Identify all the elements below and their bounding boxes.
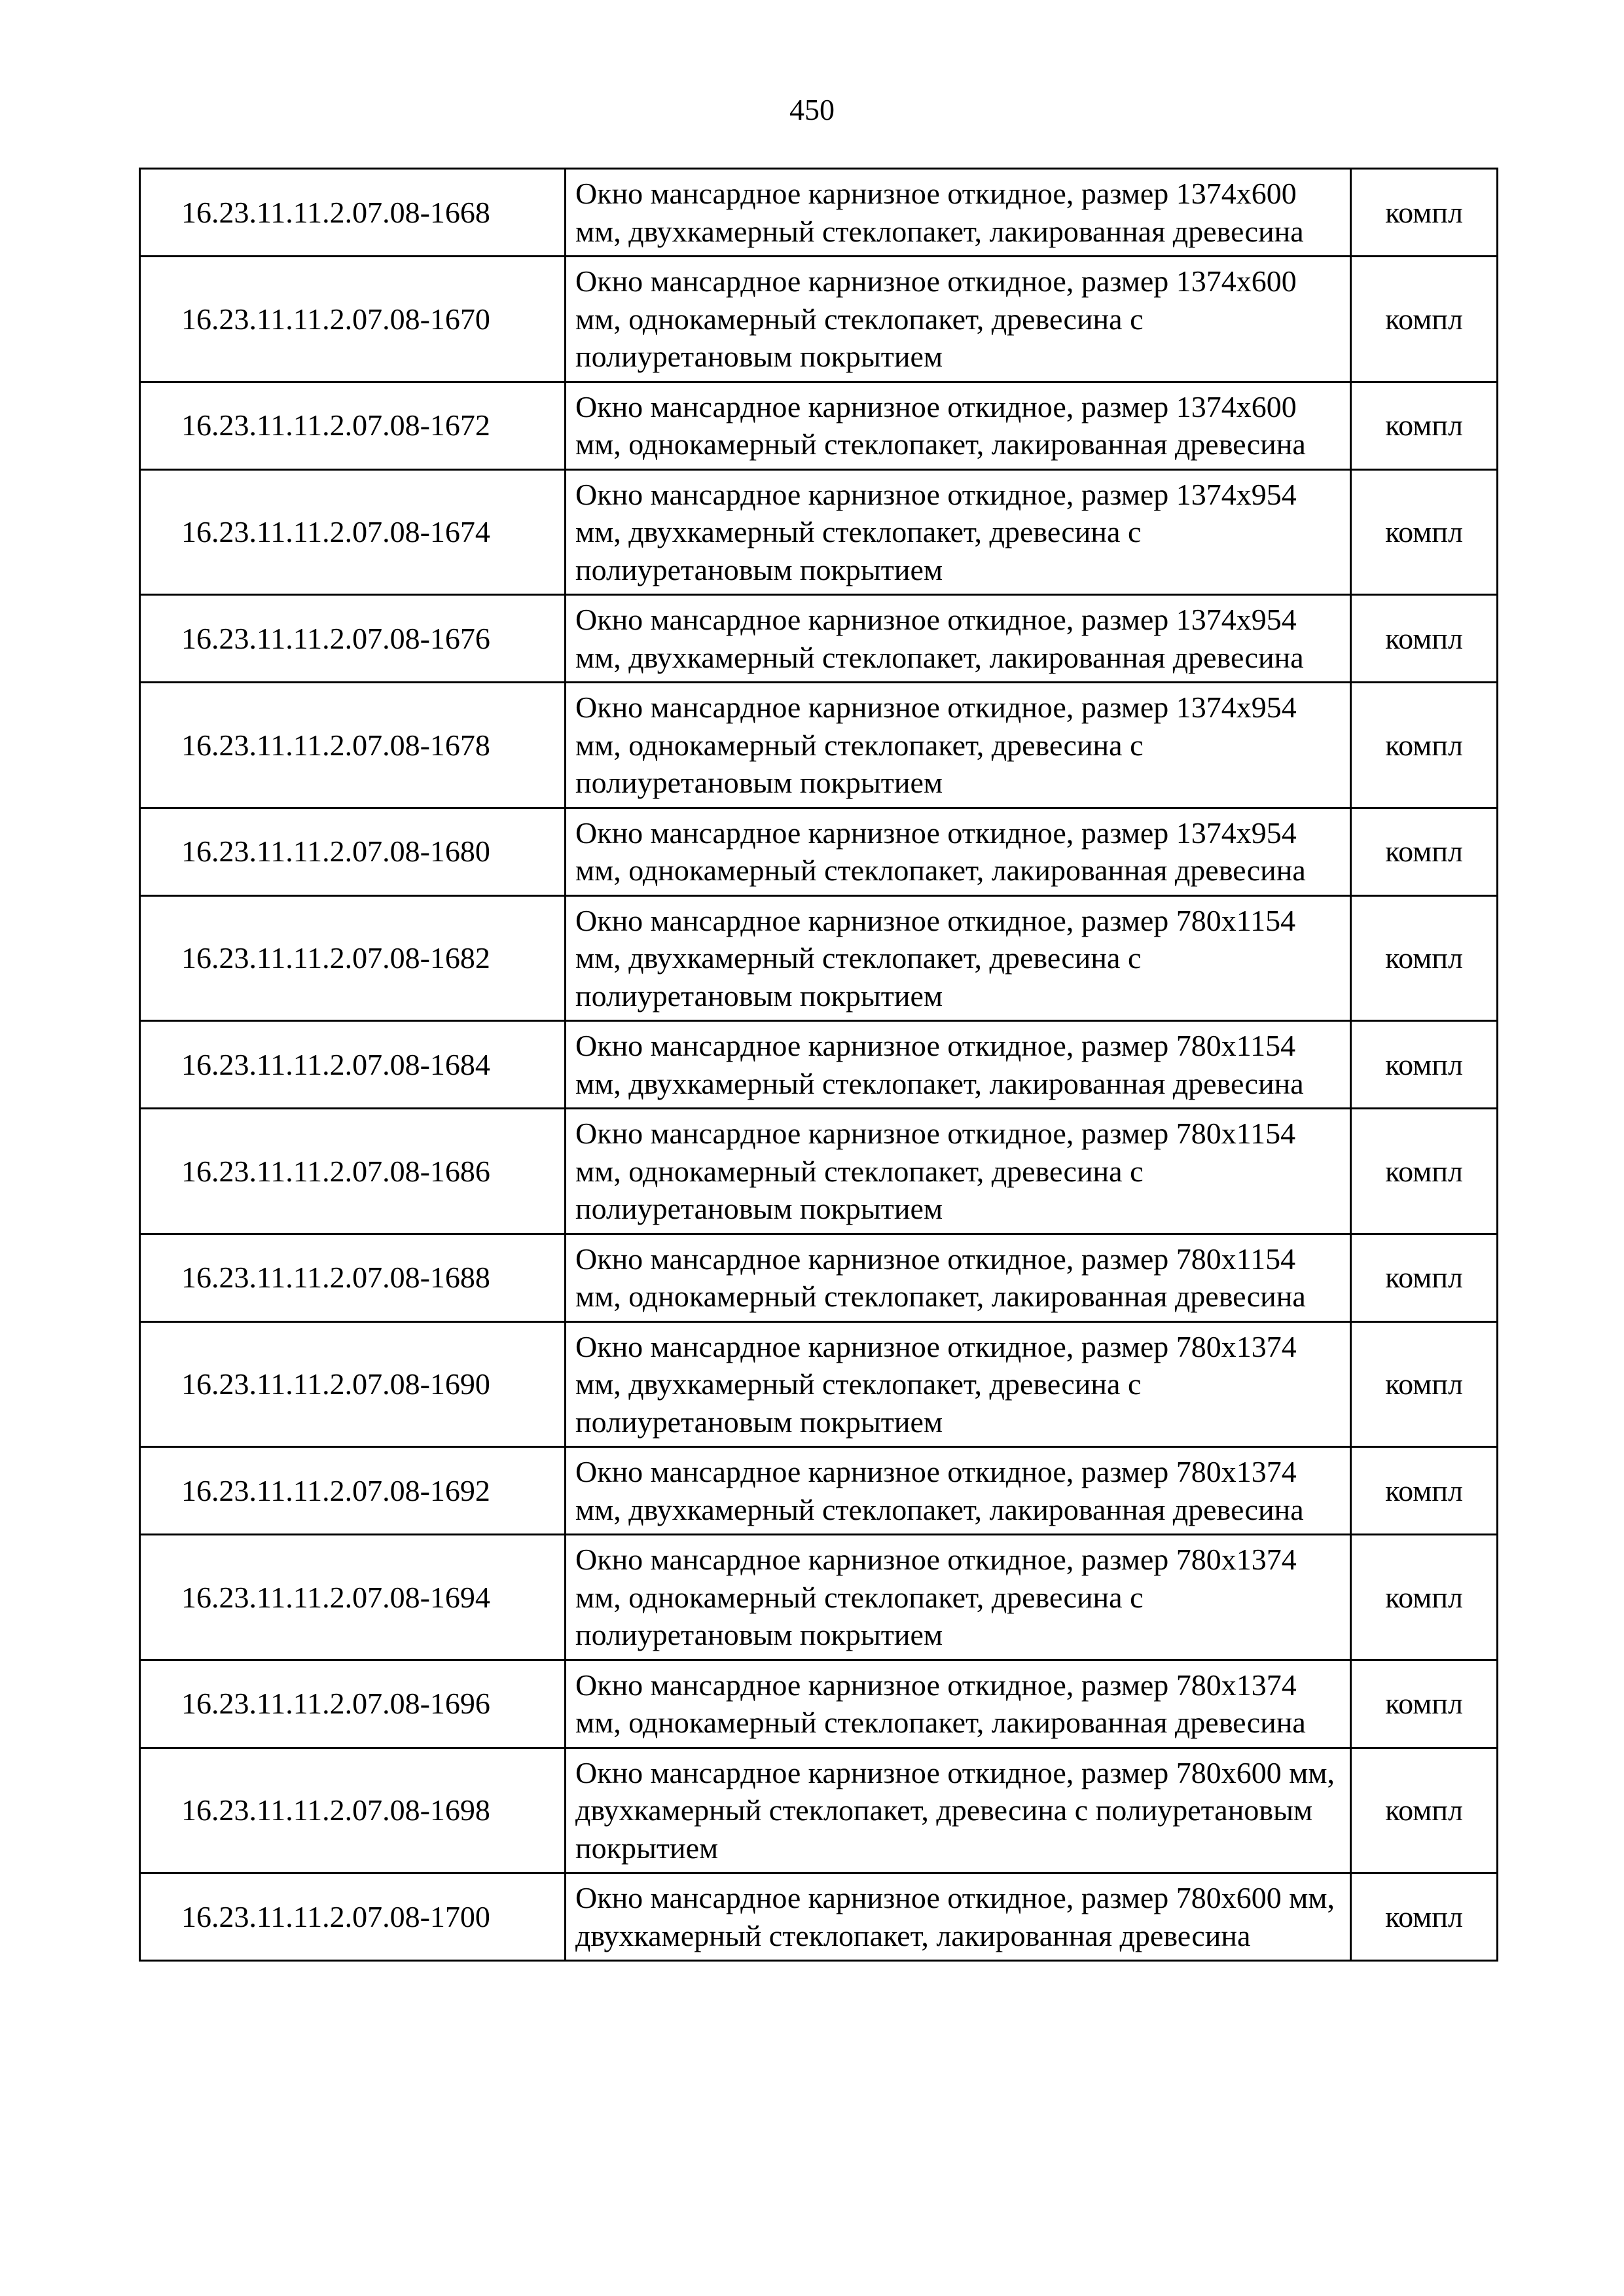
item-description: Окно мансардное карнизное откидное, размер 1374х600 мм, однокамерный стеклопакет, лакированная древесина (566, 382, 1351, 469)
item-description: Окно мансардное карнизное откидное, размер 1374х600 мм, однокамерный стеклопакет, древесина с полиуретановым покрытием (566, 257, 1351, 382)
item-unit: компл (1351, 1447, 1498, 1535)
item-description: Окно мансардное карнизное откидное, размер 780х1154 мм, однокамерный стеклопакет, лакированная древесина (566, 1234, 1351, 1321)
item-code: 16.23.11.11.2.07.08-1692 (140, 1447, 566, 1535)
table-row (140, 1321, 1498, 1447)
table-row (140, 1660, 1498, 1748)
item-description: Окно мансардное карнизное откидное, размер 1374х954 мм, однокамерный стеклопакет, древесина с полиуретановым покрытием (566, 683, 1351, 808)
item-unit: компл (1351, 808, 1498, 895)
table-row (140, 895, 1498, 1021)
table-row (140, 1109, 1498, 1234)
item-description: Окно мансардное карнизное откидное, размер 780х1374 мм, однокамерный стеклопакет, древесина с полиуретановым покрытием (566, 1535, 1351, 1660)
item-unit: компл (1351, 895, 1498, 1021)
item-code: 16.23.11.11.2.07.08-1682 (140, 895, 566, 1021)
item-code: 16.23.11.11.2.07.08-1674 (140, 469, 566, 595)
item-code: 16.23.11.11.2.07.08-1700 (140, 1873, 566, 1961)
item-description: Окно мансардное карнизное откидное, размер 780х1154 мм, однокамерный стеклопакет, древесина с полиуретановым покрытием (566, 1109, 1351, 1234)
item-description: Окно мансардное карнизное откидное, размер 780х1154 мм, двухкамерный стеклопакет, лакированная древесина (566, 1021, 1351, 1109)
item-code: 16.23.11.11.2.07.08-1698 (140, 1748, 566, 1873)
item-code: 16.23.11.11.2.07.08-1690 (140, 1321, 566, 1447)
item-unit: компл (1351, 1873, 1498, 1961)
item-unit: компл (1351, 1109, 1498, 1234)
item-unit: компл (1351, 169, 1498, 257)
item-description: Окно мансардное карнизное откидное, размер 1374х954 мм, двухкамерный стеклопакет, древесина с полиуретановым покрытием (566, 469, 1351, 595)
item-code: 16.23.11.11.2.07.08-1688 (140, 1234, 566, 1321)
table-row (140, 1447, 1498, 1535)
item-unit: компл (1351, 1021, 1498, 1109)
item-description: Окно мансардное карнизное откидное, размер 780х1374 мм, однокамерный стеклопакет, лакированная древесина (566, 1660, 1351, 1748)
item-unit: компл (1351, 257, 1498, 382)
item-code: 16.23.11.11.2.07.08-1678 (140, 683, 566, 808)
item-unit: компл (1351, 382, 1498, 469)
item-code: 16.23.11.11.2.07.08-1668 (140, 169, 566, 257)
item-code: 16.23.11.11.2.07.08-1684 (140, 1021, 566, 1109)
item-description: Окно мансардное карнизное откидное, размер 780х600 мм, двухкамерный стеклопакет, древесина с полиуретановым покрытием (566, 1748, 1351, 1873)
table-row (140, 683, 1498, 808)
item-description: Окно мансардное карнизное откидное, размер 1374х600 мм, двухкамерный стеклопакет, лакированная древесина (566, 169, 1351, 257)
table-row (140, 382, 1498, 469)
item-description: Окно мансардное карнизное откидное, размер 780х600 мм, двухкамерный стеклопакет, лакированная древесина (566, 1873, 1351, 1961)
table-row (140, 595, 1498, 683)
item-code: 16.23.11.11.2.07.08-1670 (140, 257, 566, 382)
table-row (140, 1748, 1498, 1873)
table-body (140, 169, 1498, 1961)
item-description: Окно мансардное карнизное откидное, размер 1374х954 мм, двухкамерный стеклопакет, лакированная древесина (566, 595, 1351, 683)
table-row (140, 1021, 1498, 1109)
table-row (140, 1873, 1498, 1961)
item-code: 16.23.11.11.2.07.08-1676 (140, 595, 566, 683)
item-unit: компл (1351, 1234, 1498, 1321)
item-description: Окно мансардное карнизное откидное, размер 780х1154 мм, двухкамерный стеклопакет, древесина с полиуретановым покрытием (566, 895, 1351, 1021)
item-unit: компл (1351, 595, 1498, 683)
item-code: 16.23.11.11.2.07.08-1686 (140, 1109, 566, 1234)
item-code: 16.23.11.11.2.07.08-1694 (140, 1535, 566, 1660)
item-description: Окно мансардное карнизное откидное, размер 1374х954 мм, однокамерный стеклопакет, лакированная древесина (566, 808, 1351, 895)
item-unit: компл (1351, 1748, 1498, 1873)
table-row (140, 169, 1498, 257)
table-row (140, 808, 1498, 895)
table-row (140, 257, 1498, 382)
item-description: Окно мансардное карнизное откидное, размер 780х1374 мм, двухкамерный стеклопакет, лакированная древесина (566, 1447, 1351, 1535)
item-code: 16.23.11.11.2.07.08-1696 (140, 1660, 566, 1748)
item-unit: компл (1351, 469, 1498, 595)
item-code: 16.23.11.11.2.07.08-1672 (140, 382, 566, 469)
items-table (139, 168, 1498, 1962)
item-unit: компл (1351, 1660, 1498, 1748)
item-unit: компл (1351, 1321, 1498, 1447)
table-row (140, 1535, 1498, 1660)
page-number: 450 (789, 93, 835, 126)
item-unit: компл (1351, 1535, 1498, 1660)
item-description: Окно мансардное карнизное откидное, размер 780х1374 мм, двухкамерный стеклопакет, древесина с полиуретановым покрытием (566, 1321, 1351, 1447)
table-row (140, 469, 1498, 595)
item-unit: компл (1351, 683, 1498, 808)
table-row (140, 1234, 1498, 1321)
item-code: 16.23.11.11.2.07.08-1680 (140, 808, 566, 895)
